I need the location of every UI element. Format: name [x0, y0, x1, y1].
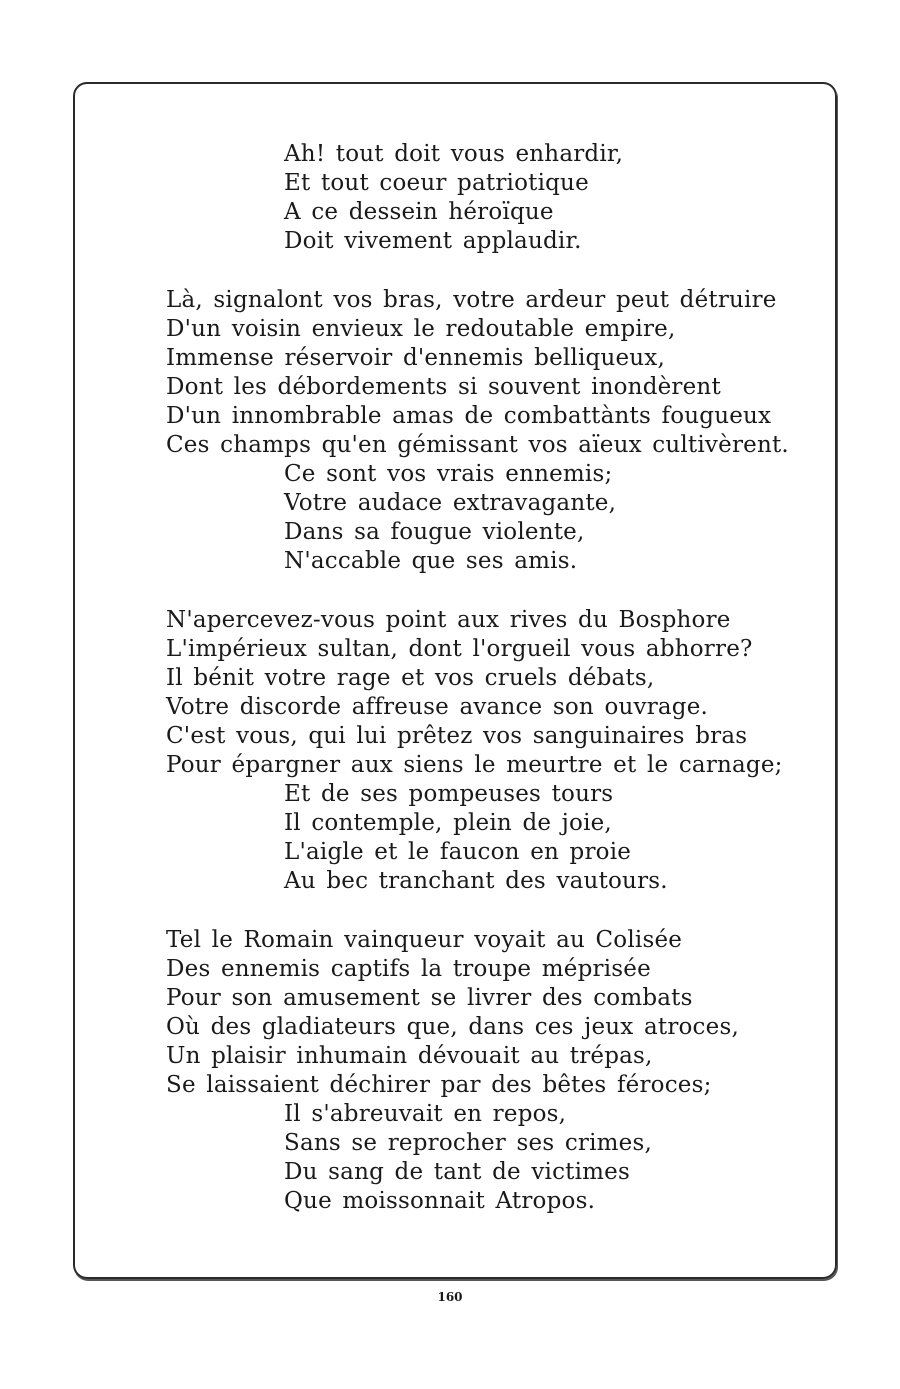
poem-line: Où des gladiateurs que, dans ces jeux atroces, — [166, 1014, 739, 1040]
poem-line: D'un voisin envieux le redoutable empire, — [166, 316, 676, 342]
page-number: 160 — [437, 1290, 463, 1304]
poem-line: Et de ses pompeuses tours — [284, 781, 614, 807]
poem-line: Dont les débordements si souvent inondèrent — [166, 374, 721, 400]
poem-line: Il bénit votre rage et vos cruels débats, — [166, 665, 655, 691]
poem-line: Du sang de tant de victimes — [284, 1159, 630, 1185]
poem-line: Là, signalont vos bras, votre ardeur peut détruire — [166, 287, 777, 313]
poem-line: Pour épargner aux siens le meurtre et le carnage; — [166, 752, 783, 778]
poem-line: Votre audace extravagante, — [284, 490, 617, 516]
poem-line: L'aigle et le faucon en proie — [284, 839, 632, 865]
poem-line: Un plaisir inhumain dévouait au trépas, — [166, 1043, 653, 1069]
poem-line: Ces champs qu'en gémissant vos aïeux cultivèrent. — [166, 432, 789, 458]
poem-line: Ce sont vos vrais ennemis; — [284, 461, 613, 487]
poem-line: C'est vous, qui lui prêtez vos sanguinaires bras — [166, 723, 748, 749]
poem-line: Sans se reprocher ses crimes, — [284, 1130, 652, 1156]
poem-line: Se laissaient déchirer par des bêtes féroces; — [166, 1072, 712, 1098]
poem-line: Immense réservoir d'ennemis belliqueux, — [166, 345, 665, 371]
poem-line: N'apercevez-vous point aux rives du Bosphore — [166, 607, 731, 633]
poem-line: Et tout coeur patriotique — [284, 170, 589, 196]
poem-line: Tel le Romain vainqueur voyait au Colisée — [166, 927, 683, 953]
poem-line: Ah! tout doit vous enhardir, — [284, 141, 624, 167]
poem-line: Il s'abreuvait en repos, — [284, 1101, 567, 1127]
poem-line: Votre discorde affreuse avance son ouvrage. — [166, 694, 709, 720]
poem-line: D'un innombrable amas de combattànts fougueux — [166, 403, 772, 429]
poem-line: Doit vivement applaudir. — [284, 228, 582, 254]
poem-line: Dans sa fougue violente, — [284, 519, 585, 545]
poem-line: A ce dessein héroïque — [284, 199, 554, 225]
poem-line: Pour son amusement se livrer des combats — [166, 985, 693, 1011]
poem-line: L'impérieux sultan, dont l'orgueil vous abhorre? — [166, 636, 753, 662]
poem-line: Au bec tranchant des vautours. — [284, 868, 668, 894]
poem-line: Il contemple, plein de joie, — [284, 810, 612, 836]
poem-line: Des ennemis captifs la troupe méprisée — [166, 956, 651, 982]
poem-line: Que moissonnait Atropos. — [284, 1188, 596, 1214]
poem-line: N'accable que ses amis. — [284, 548, 578, 574]
